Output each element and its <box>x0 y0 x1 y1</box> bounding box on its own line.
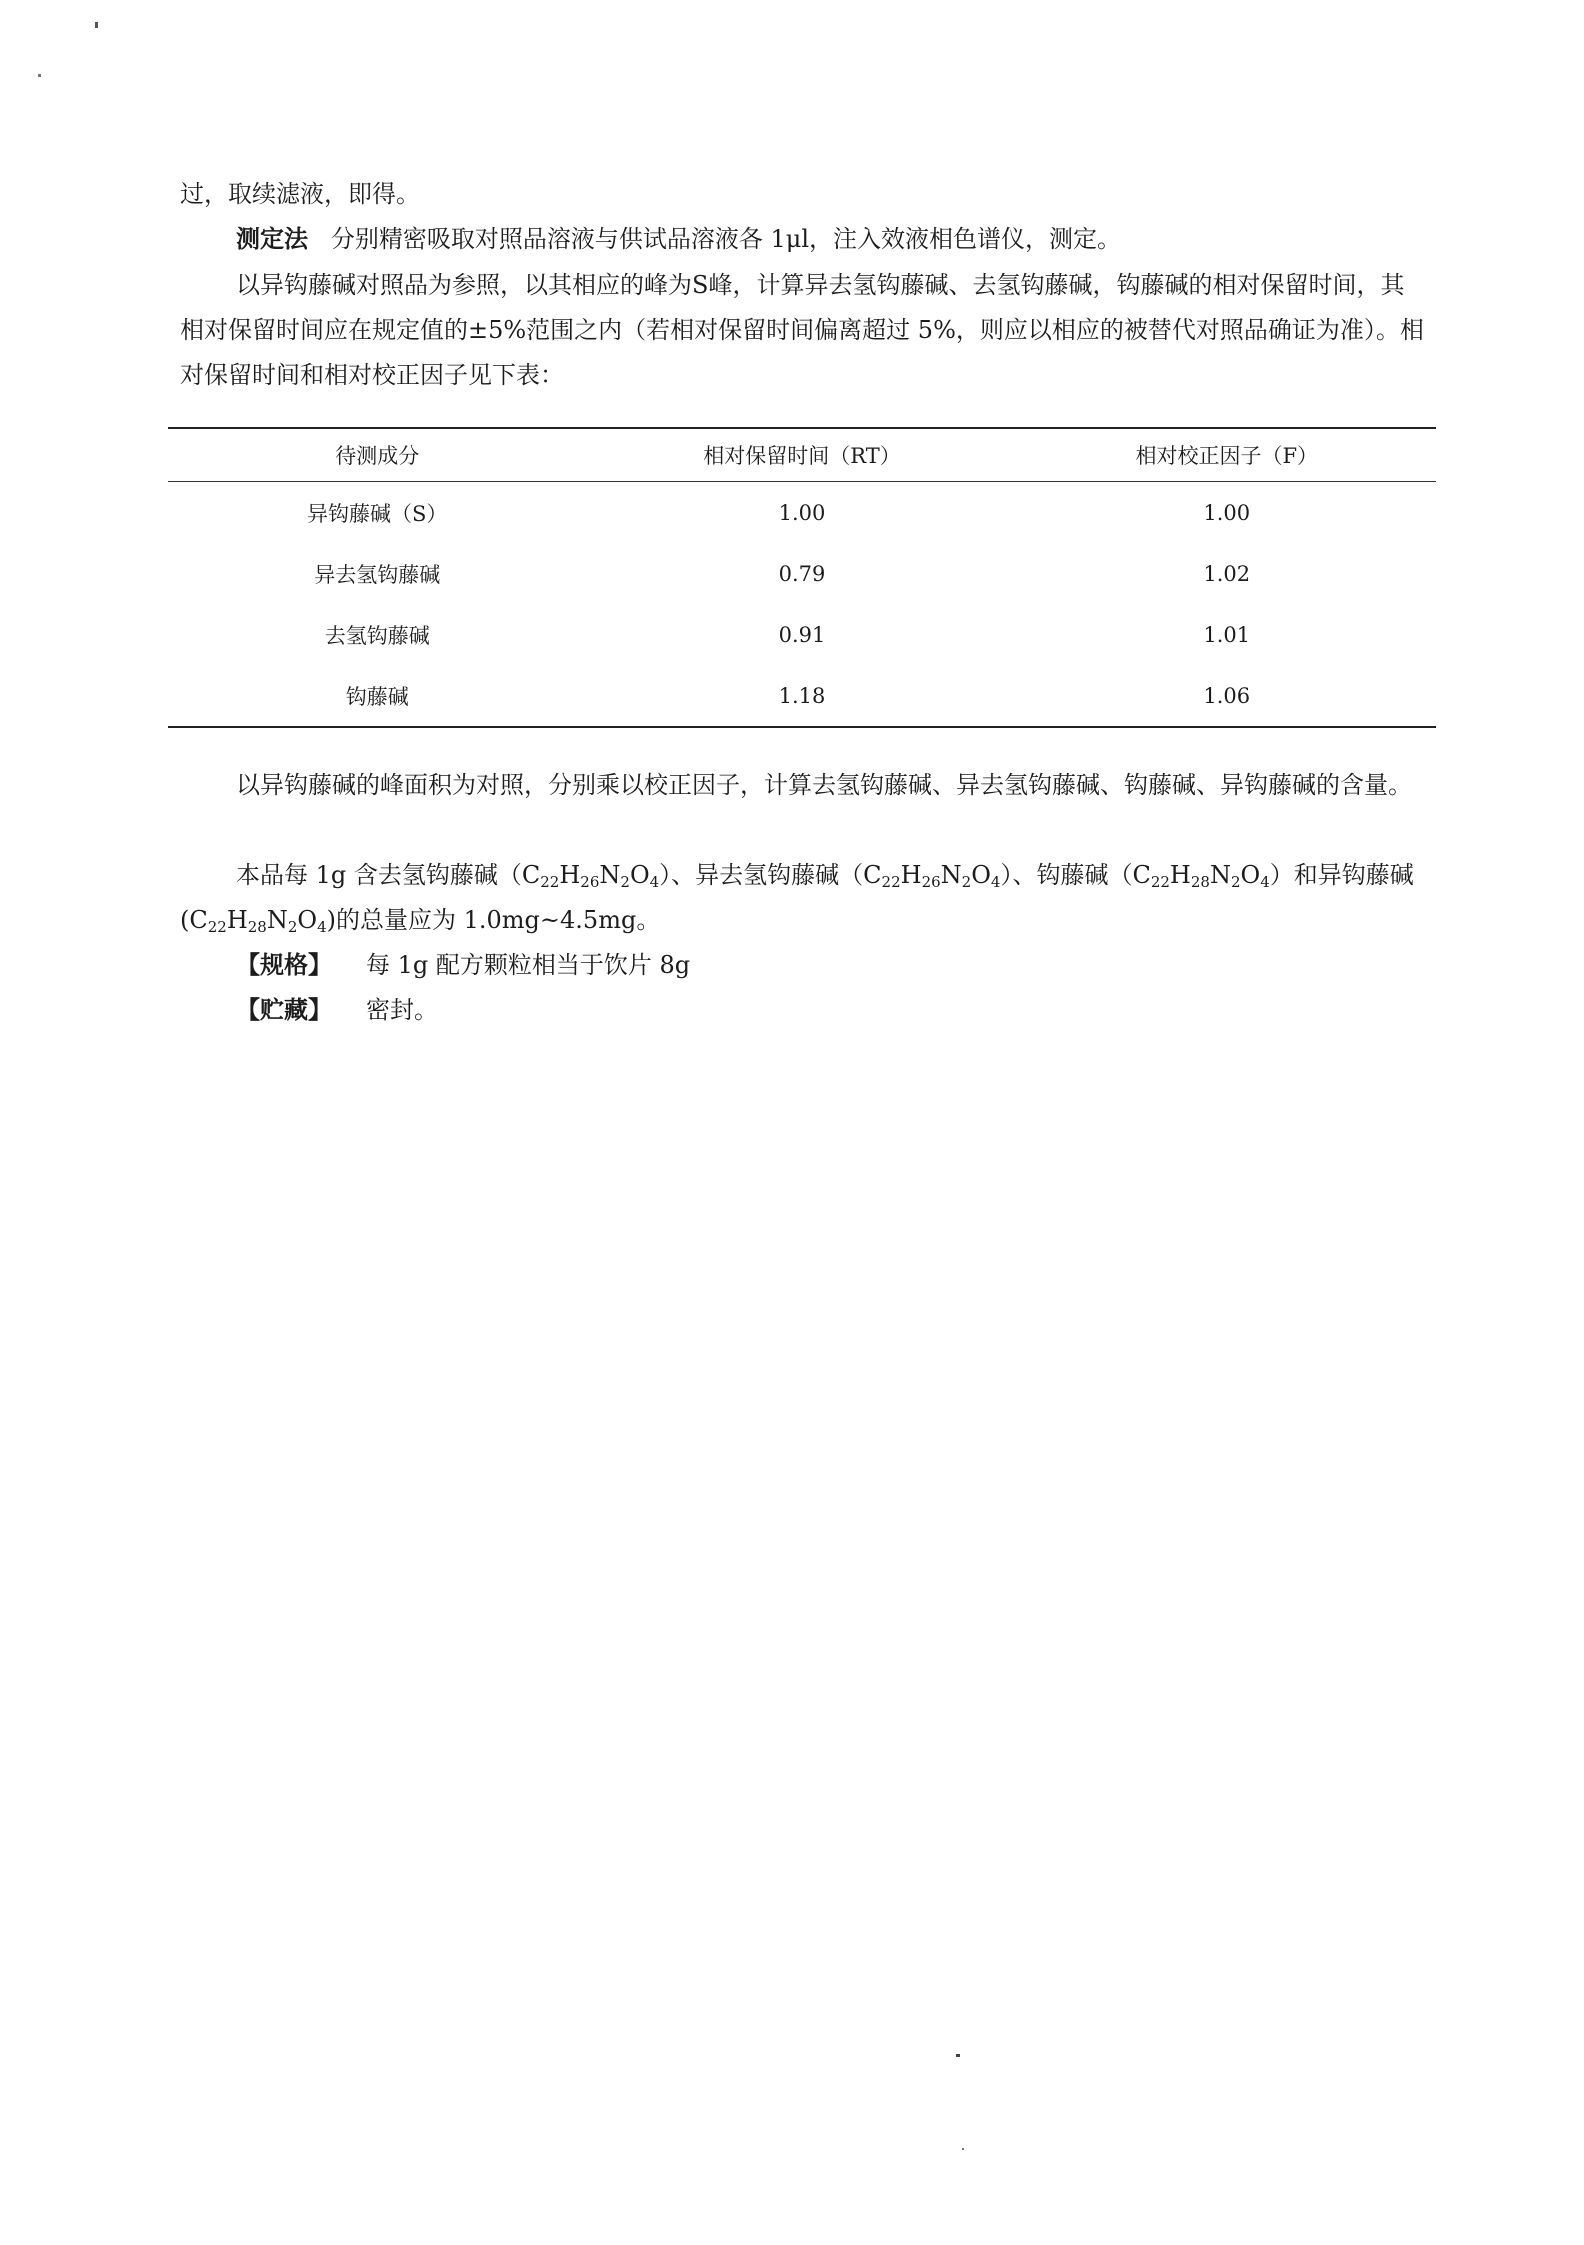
formula-subscript: 4 <box>317 918 327 936</box>
header-factor: 相对校正因子（F） <box>1135 444 1319 468</box>
formula-subscript: 4 <box>990 873 1001 891</box>
header-rt: 相对保留时间（RT） <box>703 444 901 468</box>
storage-value: 密封。 <box>366 996 438 1024</box>
formula-subscript: 28 <box>1190 873 1210 891</box>
paragraph-content-limit <box>180 853 1424 943</box>
content-text: O <box>1240 861 1261 889</box>
cell-factor: 1.02 <box>1203 561 1251 586</box>
formula-subscript: 4 <box>649 873 660 891</box>
cell-component: 去氢钩藤碱 <box>324 623 430 648</box>
spec-label: 【规格】 <box>236 951 332 979</box>
formula-subscript: 22 <box>1150 873 1170 891</box>
scan-speck <box>956 2054 960 2057</box>
formula-subscript: 28 <box>247 918 267 936</box>
cell-component: 钩藤碱 <box>345 684 409 709</box>
formula-subscript: 22 <box>881 873 901 891</box>
cell-factor: 1.00 <box>1203 500 1251 525</box>
table-row <box>168 665 1436 726</box>
scan-speck <box>962 2148 964 2150</box>
cell-rt: 0.91 <box>778 622 826 647</box>
content-text: N <box>940 861 962 889</box>
method-label: 测定法 <box>236 225 308 253</box>
paragraph-method <box>180 217 1424 262</box>
content-text: H <box>559 861 581 889</box>
cell-rt: 1.00 <box>778 500 826 525</box>
formula-subscript: 2 <box>1230 873 1241 891</box>
table-bottom-rule <box>168 726 1436 728</box>
content-text: ）和异钩藤碱(C <box>180 861 1414 934</box>
content-text: N <box>266 906 288 934</box>
cell-component: 异去氢钩藤碱 <box>314 562 441 587</box>
formula-subscript: 26 <box>580 873 600 891</box>
formula-subscript: 26 <box>921 873 941 891</box>
cell-factor: 1.06 <box>1203 683 1251 708</box>
spec-line <box>236 943 690 988</box>
paragraph-calculation <box>180 763 1424 808</box>
content-text: O <box>971 861 991 889</box>
scan-speck <box>38 74 41 77</box>
spec-value: 每 1g 配方颗粒相当于饮片 8g <box>366 951 691 979</box>
paragraph-text: 以异钩藤碱对照品为参照，以其相应的峰为S峰，计算异去氢钩藤碱、去氢钩藤碱，钩藤碱的相对保留时间，其相对保留时间应在规定值的±5%范围之内（若相对保留时间偏离超过 5%，则应以相应的被替代对照品确证为准）。相对保留时间和相对校正因子见下表： <box>180 271 1424 389</box>
content-text: ）、异去氢钩藤碱（C <box>659 861 882 889</box>
content-text: O <box>297 906 318 934</box>
storage-label: 【贮藏】 <box>236 996 332 1024</box>
content-text: N <box>1209 861 1231 889</box>
paragraph-reference <box>180 263 1424 398</box>
cell-component: 异钩藤碱（S） <box>307 501 448 526</box>
content-text: H <box>1169 861 1191 889</box>
paragraph-text: 过，取续滤液，即得。 <box>180 180 420 208</box>
cell-rt: 1.18 <box>778 683 826 708</box>
cell-rt: 0.79 <box>778 561 826 586</box>
method-text: 分别精密吸取对照品溶液与供试品溶液各 1μl，注入效液相色谱仪，测定。 <box>330 225 1122 253</box>
scan-speck <box>95 22 98 28</box>
content-text: O <box>629 861 650 889</box>
content-text: H <box>226 906 248 934</box>
content-text: H <box>900 861 922 889</box>
table-row <box>168 604 1436 665</box>
formula-subscript: 2 <box>287 918 298 936</box>
table-row <box>168 543 1436 604</box>
formula-subscript: 22 <box>540 873 560 891</box>
table-header-row <box>168 429 1436 481</box>
table-row <box>168 482 1436 543</box>
formula-subscript: 22 <box>207 918 227 936</box>
rrt-table <box>168 427 1436 728</box>
storage-line <box>236 988 438 1033</box>
formula-subscript: 2 <box>620 873 630 891</box>
cell-factor: 1.01 <box>1203 622 1251 647</box>
formula-subscript: 4 <box>1260 873 1270 891</box>
header-component: 待测成分 <box>335 444 420 468</box>
content-text: N <box>599 861 621 889</box>
paragraph-filter <box>180 172 1424 217</box>
formula-subscript: 2 <box>961 873 972 891</box>
content-text: ）、钩藤碱（C <box>1000 861 1151 889</box>
content-text: )的总量应为 1.0mg~4.5mg。 <box>326 906 661 934</box>
paragraph-text: 以异钩藤碱的峰面积为对照，分别乘以校正因子，计算去氢钩藤碱、异去氢钩藤碱、钩藤碱、异钩藤碱的含量。 <box>236 771 1412 799</box>
content-text: 本品每 1g 含去氢钩藤碱（C <box>236 861 541 889</box>
